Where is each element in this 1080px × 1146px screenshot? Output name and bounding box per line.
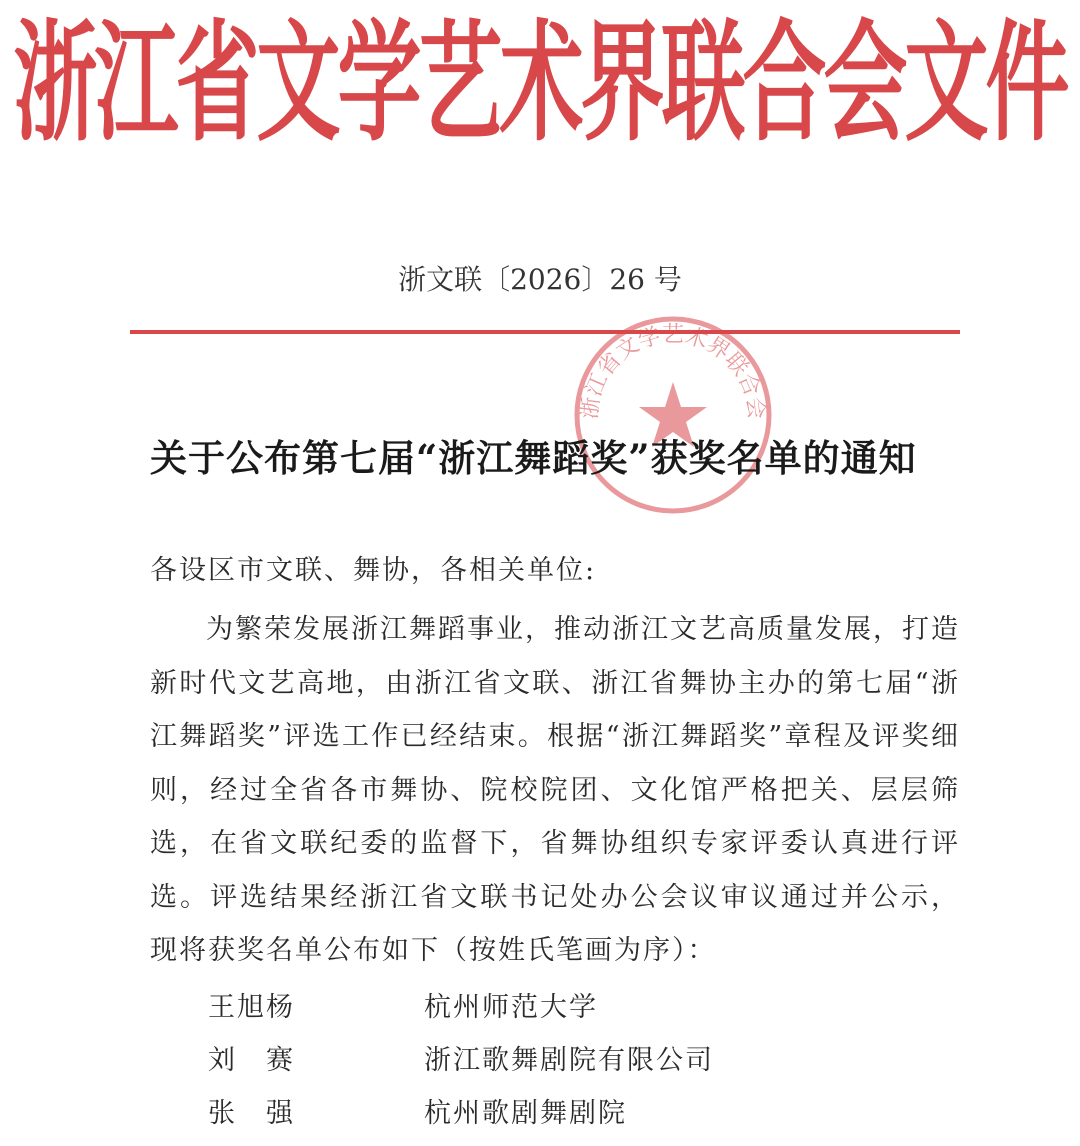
winner-row xyxy=(208,978,968,1031)
winner-row xyxy=(208,1031,968,1084)
winner-row xyxy=(208,1084,968,1137)
winner-organization: 杭州师范大学 xyxy=(424,992,598,1023)
document-number: 浙文联〔2026〕26 号 xyxy=(398,263,682,296)
winner-name: 张 强 xyxy=(208,1098,295,1129)
notice-title: 关于公布第七届“浙江舞蹈奖”获奖名单的通知 xyxy=(150,436,917,480)
issuing-org-header: 浙江省文学艺术界联合会文件 xyxy=(13,5,1067,160)
winner-name: 刘 赛 xyxy=(208,1045,295,1076)
seal-arc-text: 浙江省文学艺术界联合会 xyxy=(577,322,769,421)
winner-organization: 浙江歌舞剧院有限公司 xyxy=(424,1045,714,1076)
winner-organization: 杭州歌剧舞剧院 xyxy=(424,1098,627,1129)
official-seal-icon xyxy=(568,310,778,520)
winner-name: 王旭杨 xyxy=(208,992,295,1023)
salutation: 各设区市文联、舞协，各相关单位: xyxy=(150,555,597,586)
red-divider-line xyxy=(130,330,960,334)
winners-list xyxy=(208,978,968,1137)
notice-body: 为繁荣发展浙江舞蹈事业，推动浙江文艺高质量发展，打造新时代文艺高地，由浙江省文联、浙江省舞协主办的第七届“浙江舞蹈奖”评选工作已经结束。根据“浙江舞蹈奖”章程及评奖细则，经过全省各市舞协、院校院团、文化馆严格把关、层层筛选，在省文联纪委的监督下，省舞协组织专家评委认真进行评选。评选结果经浙江省文联书记处办公会议审议通过并公示，现将获奖名单公布如下（按姓氏笔画为序）： xyxy=(150,614,960,966)
